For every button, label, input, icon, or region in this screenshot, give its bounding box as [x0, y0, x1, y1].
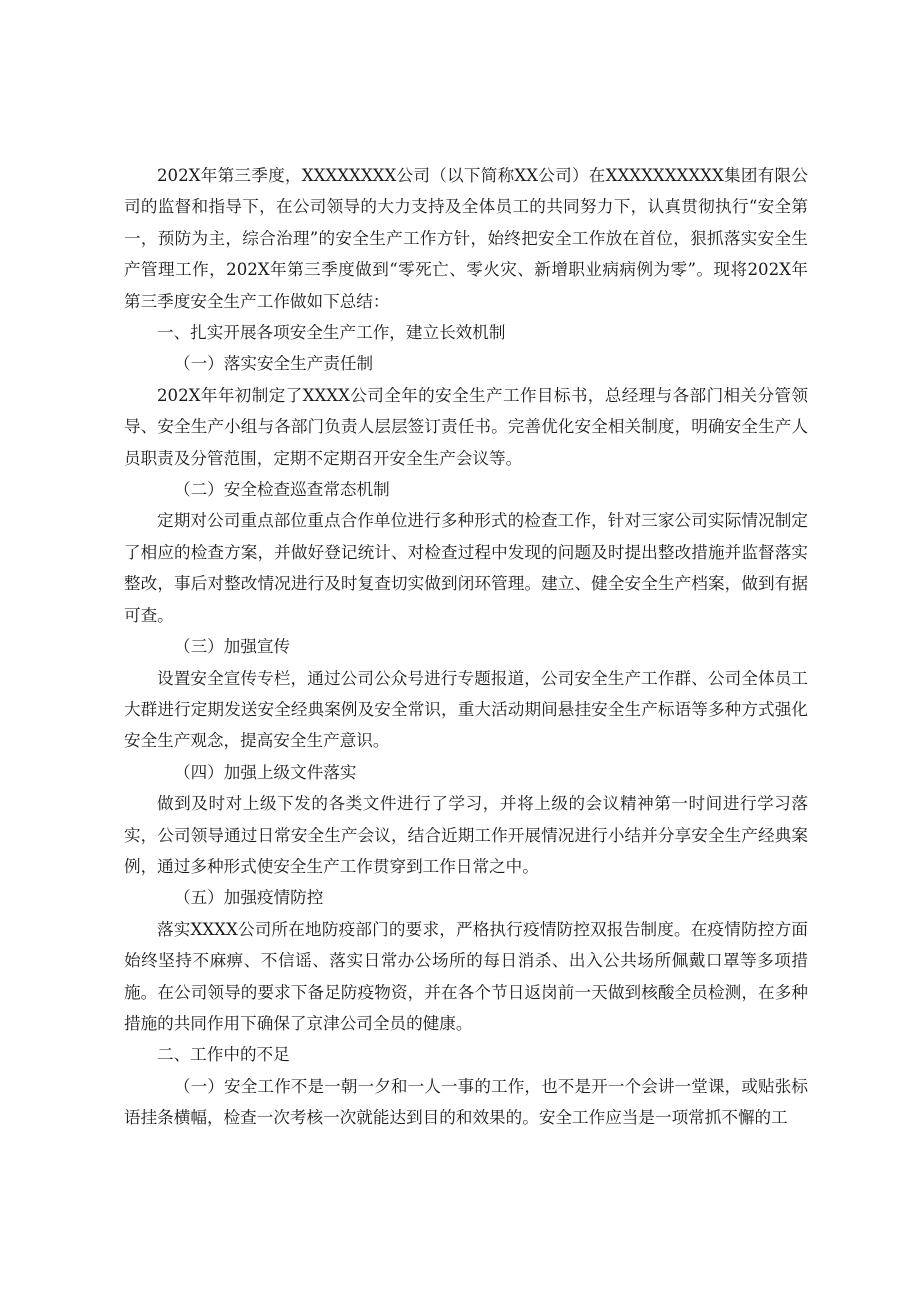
section-2-heading: 二、工作中的不足: [157, 1045, 290, 1065]
subsection-4-heading: （四）加强上级文件落实: [174, 762, 357, 782]
subsection-5-paragraph: 落实XXXX公司所在地防疫部门的要求，严格执行疫情防控双报告制度。在疫情防控方面始终坚持不麻痹、不信谣、落实日常办公场所的每日消杀、出入公共场所佩戴口罩等多项措施。在公司领导的要求下备足防疫物资，并在各个节日返岗前一天做到核酸全员检测，在多种措施的共同作用下确保了京津公司全员的健康。: [124, 919, 808, 1033]
subsection-2-paragraph: 定期对公司重点部位重点合作单位进行多种形式的检查工作，针对三家公司实际情况制定了相应的检查方案，并做好登记统计、对检查过程中发现的问题及时提出整改措施并监督落实整改，事后对整改情况进行及时复查切实做到闭环管理。建立、健全安全生产档案，做到有据可查。: [124, 511, 808, 625]
section-1-heading: 一、扎实开展各项安全生产工作，建立长效机制: [157, 323, 506, 343]
subsection-3-paragraph: 设置安全宣传专栏，通过公司公众号进行专题报道，公司安全生产工作群、公司全体员工大群进行定期发送安全经典案例及安全常识，重大活动期间悬挂安全生产标语等多种方式强化安全生产观念，提高安全生产意识。: [124, 668, 808, 751]
subsection-4-paragraph: 做到及时对上级下发的各类文件进行了学习，并将上级的会议精神第一时间进行学习落实，公司领导通过日常安全生产会议，结合近期工作开展情况进行小结并分享安全生产经典案例，通过多种形式使安全生产工作贯穿到工作日常之中。: [124, 794, 808, 876]
document-body: [124, 160, 808, 1134]
subsection-2-heading: （二）安全检查巡查常态机制: [174, 480, 390, 500]
subsection-5-heading: （五）加强疫情防控: [174, 888, 324, 908]
subsection-1-paragraph: 202X年年初制定了XXXX公司全年的安全生产工作目标书，总经理与各部门相关分管领导、安全生产小组与各部门负责人层层签订责任书。完善优化安全相关制度，明确安全生产人员职责及分管范围，定期不定期召开安全生产会议等。: [124, 385, 808, 468]
intro-paragraph: 202X年第三季度，XXXXXXXX公司（以下简称XX公司）在XXXXXXXXXX集团有限公司的监督和指导下，在公司领导的大力支持及全体员工的共同努力下，认真贯彻执行“安全第一，预防为主，综合治理”的安全生产工作方针，始终把安全工作放在首位，狠抓落实安全生产管理工作，202X年第三季度做到“零死亡、零火灾、新增职业病病例为零”。现将202X年第三季度安全生产工作做如下总结：: [124, 166, 808, 311]
section-2-item-1-paragraph: （一）安全工作不是一朝一夕和一人一事的工作，也不是开一个会讲一堂课，或贴张标语挂条横幅，检查一次考核一次就能达到目的和效果的。安全工作应当是一项常抓不懈的工: [124, 1076, 808, 1128]
subsection-1-heading: （一）落实安全生产责任制: [174, 354, 374, 374]
subsection-3-heading: （三）加强宣传: [174, 637, 291, 657]
